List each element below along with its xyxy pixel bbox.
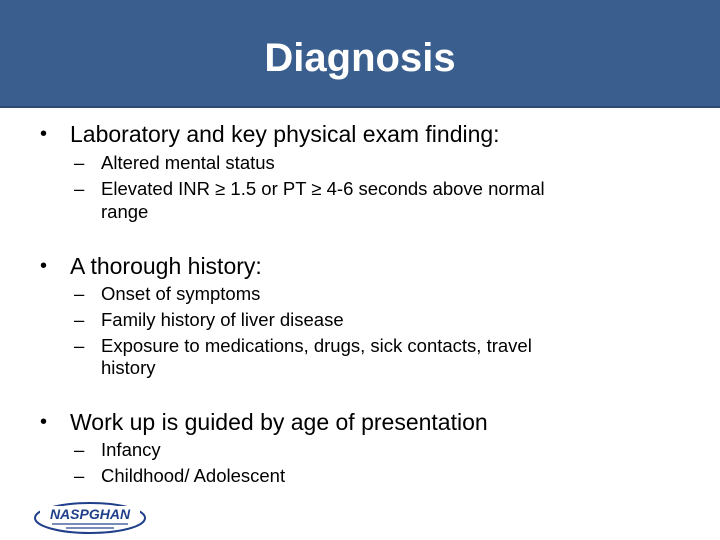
sub-infancy: Infancy	[101, 439, 161, 460]
sub-childhood: Childhood/ Adolescent	[101, 465, 286, 486]
sub-onset: Onset of symptoms	[101, 283, 261, 304]
dash-marker: –	[74, 309, 85, 330]
dash-marker: –	[74, 283, 85, 304]
sub-elevated-inr: Elevated INR ≥ 1.5 or PT ≥ 4-6 seconds above normal	[101, 178, 545, 199]
dash-marker: –	[74, 335, 85, 356]
dash-marker: –	[74, 465, 85, 486]
title-bar	[0, 0, 720, 108]
bullet-marker: •	[40, 255, 48, 277]
sub-exposure-cont: history	[101, 357, 156, 378]
sub-exposure: Exposure to medications, drugs, sick contacts, travel	[101, 335, 532, 356]
logo-wordmark: NASPGHAN	[49, 506, 131, 522]
bullet-marker: •	[40, 411, 48, 433]
bullet-marker: •	[40, 123, 48, 145]
sub-elevated-inr-cont: range	[101, 201, 149, 222]
bullet-history: A thorough history:	[70, 253, 262, 279]
bullet-work-up: Work up is guided by age of presentation	[70, 409, 488, 435]
slide-title: Diagnosis	[264, 36, 456, 80]
dash-marker: –	[74, 152, 85, 173]
sub-altered-mental-status: Altered mental status	[101, 152, 275, 173]
naspghan-logo	[32, 497, 147, 537]
dash-marker: –	[74, 439, 85, 460]
dash-marker: –	[74, 178, 85, 199]
bullet-laboratory: Laboratory and key physical exam finding:	[70, 121, 500, 147]
sub-family-history: Family history of liver disease	[101, 309, 344, 330]
logo-fine-print	[66, 527, 114, 529]
logo-fine-print	[52, 523, 128, 525]
